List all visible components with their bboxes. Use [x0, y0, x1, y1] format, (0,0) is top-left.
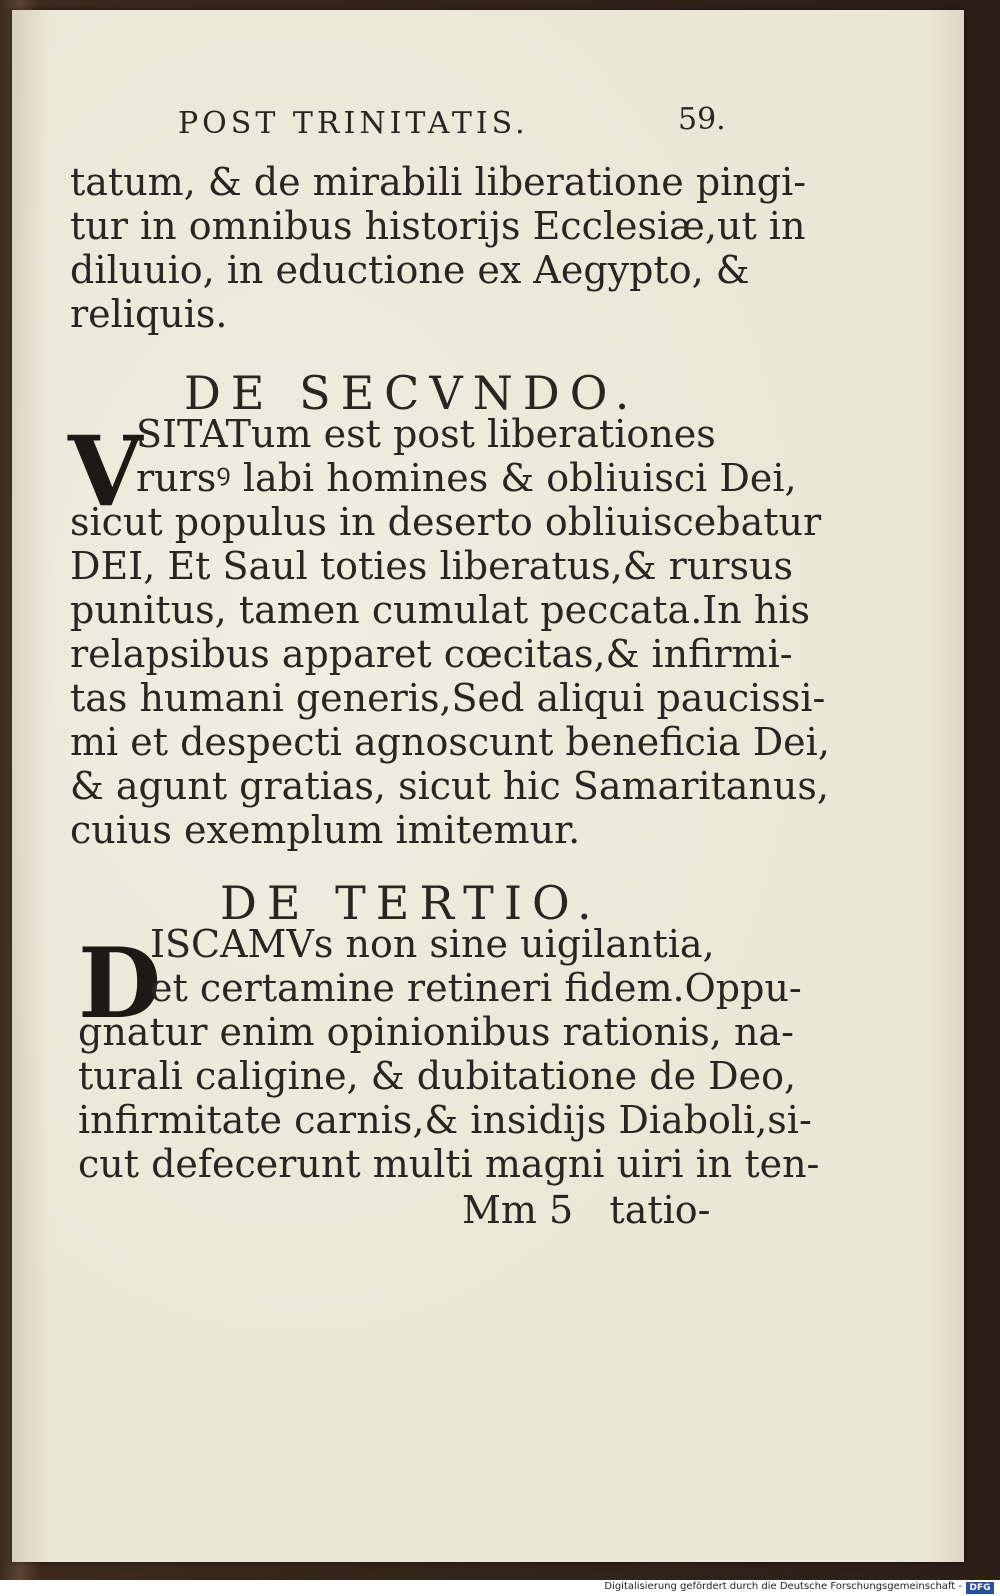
drop-initial: D [78, 927, 162, 1040]
drop-initial: V [68, 415, 143, 528]
section-heading: DE TERTIO. [220, 876, 602, 930]
text-line: tas humani generis,Sed aliqui paucissi- [70, 676, 826, 720]
text-line: tatum, & de mirabili liberatione pingi- [70, 160, 807, 204]
digitization-credit: Digitalisierung gefördert durch die Deutsche Forschungsgemeinschaft - [604, 1581, 962, 1592]
text-line: SITATum est post liberationes [136, 412, 716, 456]
text-line: cut defecerunt multi magni uiri in ten- [78, 1142, 820, 1186]
text-line: gnatur enim opinionibus rationis, na- [78, 1010, 794, 1054]
text-line: punitus, tamen cumulat peccata.In his [70, 588, 810, 632]
section-heading: DE SECVNDO. [184, 366, 640, 420]
text-line: DEI, Et Saul toties liberatus,& rursus [70, 544, 793, 588]
text-line: & agunt gratias, sicut hic Samaritanus, [70, 764, 829, 808]
text-line: cuius exemplum imitemur. [70, 808, 581, 852]
text-line: ISCAMVs non sine uigilantia, [150, 922, 715, 966]
text-line: tur in omnibus historijs Ecclesiæ,ut in [70, 204, 806, 248]
text-line: sicut populus in deserto obliuiscebatur [70, 500, 822, 544]
text-line: relapsibus apparet cœcitas,& infirmi- [70, 632, 793, 676]
catchword: Mm 5 tatio- [462, 1188, 711, 1232]
running-head: POST TRINITATIS. [178, 106, 529, 141]
dfg-logo: DFG [966, 1582, 994, 1594]
book-page [12, 10, 964, 1562]
text-line: mi et despecti agnoscunt beneficia Dei, [70, 720, 830, 764]
text-line: diluuio, in eductione ex Aegypto, & [70, 248, 750, 292]
page-number: 59. [678, 102, 726, 137]
text-line: reliquis. [70, 292, 228, 336]
text-line: infirmitate carnis,& insidijs Diaboli,si- [78, 1098, 812, 1142]
text-line: turali caligine, & dubitatione de Deo, [78, 1054, 797, 1098]
text-line: et certamine retineri fidem.Oppu- [150, 966, 802, 1010]
text-line: rursꝰ labi homines & obliuisci Dei, [136, 456, 797, 500]
